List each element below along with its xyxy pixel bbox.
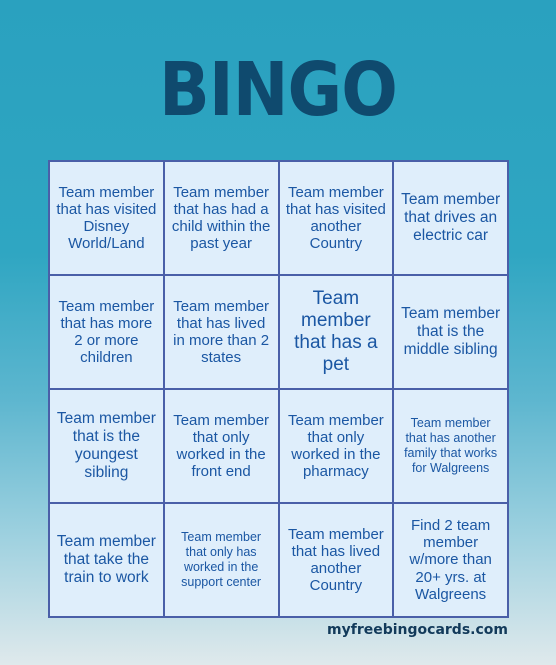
- cell-text: Team member that take the train to work: [56, 533, 156, 586]
- bingo-cell[interactable]: [49, 389, 164, 503]
- cell-text: Team member that has a pet: [294, 288, 378, 375]
- cell-text: Team member that only worked in the pharmacy: [287, 411, 384, 481]
- cell-text: Team member that has lived another Country: [287, 525, 384, 595]
- bingo-cell[interactable]: [279, 503, 394, 617]
- bingo-cell[interactable]: [393, 503, 508, 617]
- bingo-cell[interactable]: [279, 275, 394, 389]
- cell-text: Team member that has more 2 or more children: [58, 297, 155, 367]
- bingo-board: [48, 160, 509, 618]
- bingo-cell[interactable]: [393, 275, 508, 389]
- bingo-cell[interactable]: [393, 161, 508, 275]
- cell-text: Find 2 team member w/more than 20+ yrs. at Walgreens: [409, 516, 492, 603]
- bingo-cell[interactable]: [164, 161, 279, 275]
- cell-text: Team member that only worked in the front end: [173, 411, 270, 481]
- bingo-cell[interactable]: [164, 503, 279, 617]
- bingo-cell[interactable]: [279, 389, 394, 503]
- cell-text: Team member that only has worked in the support center: [181, 530, 262, 589]
- bingo-cell[interactable]: [49, 161, 164, 275]
- bingo-cell[interactable]: [164, 389, 279, 503]
- site-credit[interactable]: myfreebingocards.com: [327, 622, 508, 638]
- cell-text: Team member that has visited another Country: [285, 183, 386, 253]
- bingo-cell[interactable]: [49, 503, 164, 617]
- bingo-cell[interactable]: [49, 275, 164, 389]
- cell-text: Team member that is the youngest sibling: [56, 410, 156, 481]
- cell-text: Team member that drives an electric car: [401, 191, 501, 244]
- bingo-title: BINGO: [158, 47, 398, 133]
- bingo-cell[interactable]: [393, 389, 508, 503]
- cell-text: Team member that has had a child within the past year: [171, 183, 271, 253]
- cell-text: Team member that has lived in more than 2 states: [173, 297, 270, 367]
- bingo-cell[interactable]: [164, 275, 279, 389]
- cell-text: Team member that is the middle sibling: [401, 305, 501, 358]
- cell-text: Team member that has another family that works for Walgreens: [404, 416, 498, 475]
- bingo-cell[interactable]: [279, 161, 394, 275]
- cell-text: Team member that has visited Disney World/Land: [56, 183, 157, 253]
